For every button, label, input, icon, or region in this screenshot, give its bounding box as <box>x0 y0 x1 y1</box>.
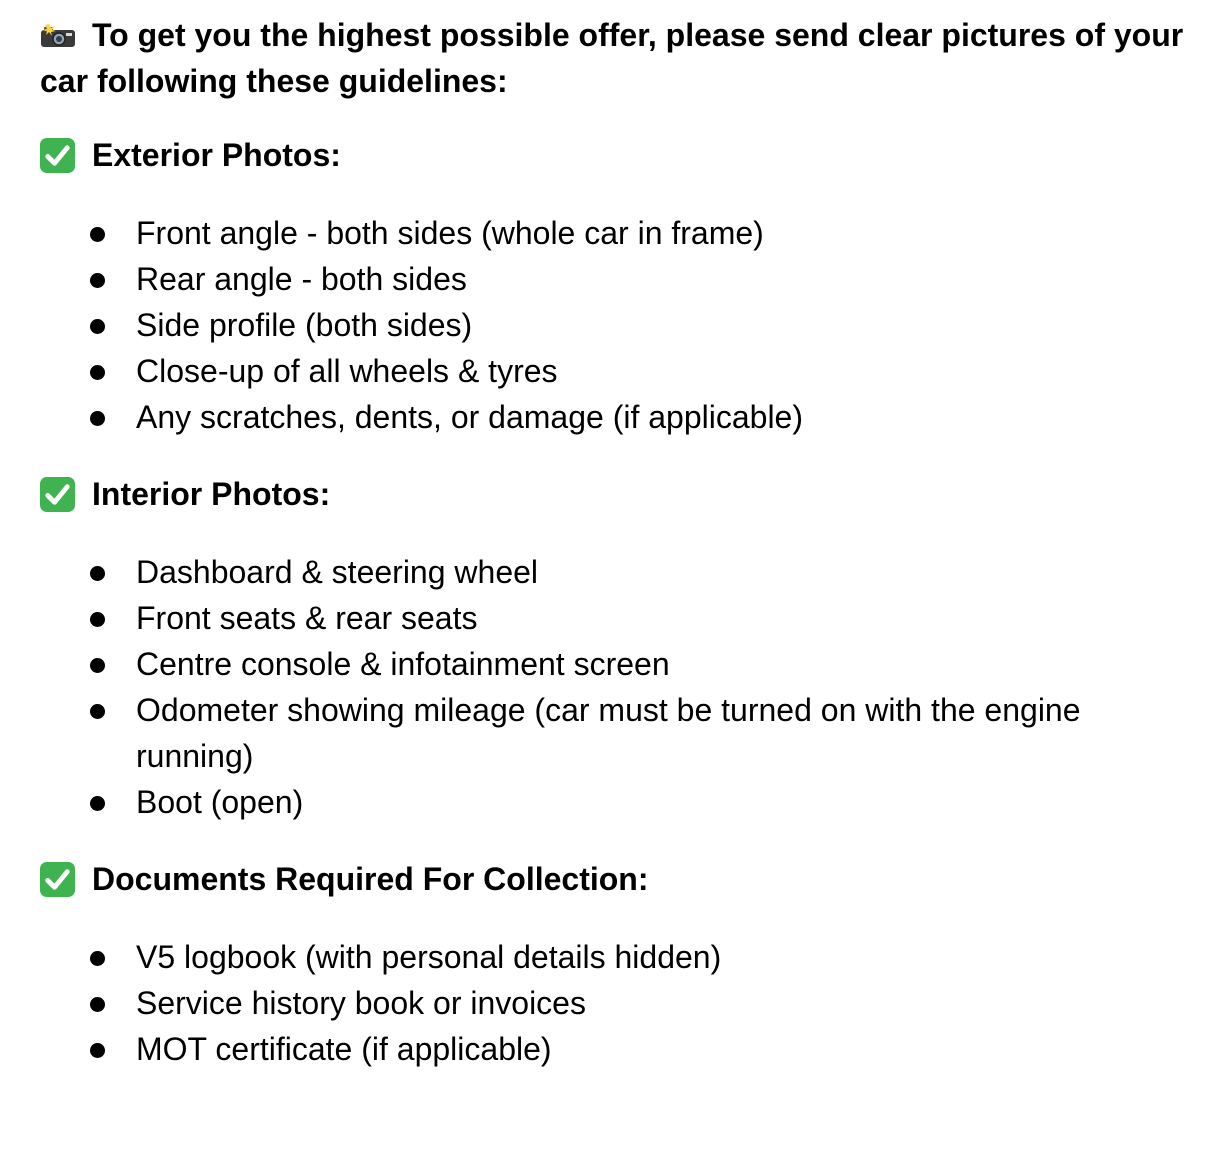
list-item <box>40 348 1200 394</box>
list-item-text: V5 logbook (with personal details hidden) <box>136 939 722 975</box>
bullet <box>90 1043 105 1058</box>
list-item <box>40 394 1200 440</box>
list-item-text: Odometer showing mileage (car must be turned on with the engine running) <box>136 692 1081 774</box>
camera-with-flash-icon <box>40 24 76 48</box>
section-heading-text: Documents Required For Collection: <box>92 861 649 897</box>
intro-text: To get you the highest possible offer, please send clear pictures of your car following these guidelines: <box>40 17 1184 99</box>
list-item-text: Front angle - both sides (whole car in frame) <box>136 215 764 251</box>
list-item <box>40 256 1200 302</box>
list-item <box>40 641 1200 687</box>
documents-list <box>40 934 1200 1072</box>
section-heading-documents <box>40 856 1200 902</box>
bullet <box>90 704 105 719</box>
list-item-text: Rear angle - both sides <box>136 261 467 297</box>
interior-photos-list <box>40 549 1200 825</box>
bullet <box>90 951 105 966</box>
list-item-text: Front seats & rear seats <box>136 600 478 636</box>
bullet <box>90 612 105 627</box>
bullet <box>90 273 105 288</box>
list-item <box>40 549 1200 595</box>
list-item <box>40 779 1200 825</box>
bullet <box>90 411 105 426</box>
bullet <box>90 658 105 673</box>
list-item-text: Service history book or invoices <box>136 985 586 1021</box>
list-item <box>40 210 1200 256</box>
section-heading-interior <box>40 471 1200 517</box>
section-heading-exterior <box>40 132 1200 178</box>
bullet <box>90 319 105 334</box>
bullet <box>90 566 105 581</box>
exterior-photos-list <box>40 210 1200 440</box>
list-item-text: Boot (open) <box>136 784 304 820</box>
list-item <box>40 687 1200 779</box>
list-item-text: Centre console & infotainment screen <box>136 646 670 682</box>
bullet <box>90 796 105 811</box>
document <box>40 0 1200 1067</box>
check-mark-button-icon <box>40 477 75 512</box>
list-item <box>40 302 1200 348</box>
list-item-text: Any scratches, dents, or damage (if applicable) <box>136 399 803 435</box>
bullet <box>90 227 105 242</box>
check-mark-button-icon <box>40 862 75 897</box>
list-item <box>40 1026 1200 1072</box>
list-item <box>40 980 1200 1026</box>
list-item <box>40 934 1200 980</box>
intro-paragraph <box>40 0 1200 104</box>
list-item-text: Dashboard & steering wheel <box>136 554 539 590</box>
list-item-text: Side profile (both sides) <box>136 307 473 343</box>
list-item-text: MOT certificate (if applicable) <box>136 1031 552 1067</box>
list-item-text: Close-up of all wheels & tyres <box>136 353 558 389</box>
bullet <box>90 997 105 1012</box>
bullet <box>90 365 105 380</box>
list-item <box>40 595 1200 641</box>
check-mark-button-icon <box>40 138 75 173</box>
section-heading-text: Interior Photos: <box>92 476 331 512</box>
section-heading-text: Exterior Photos: <box>92 137 341 173</box>
